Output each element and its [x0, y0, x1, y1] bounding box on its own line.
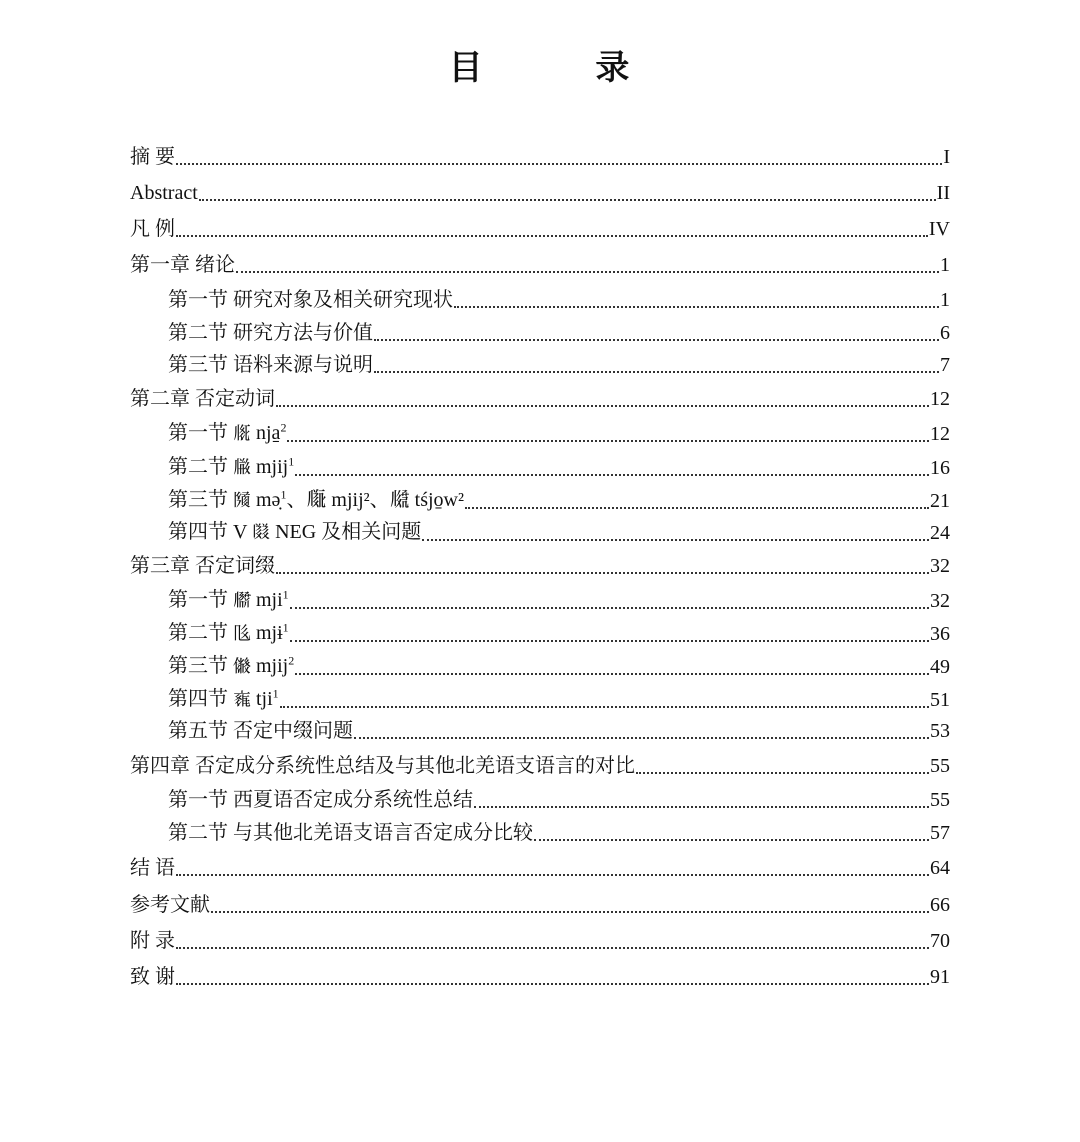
romanization: mji	[251, 589, 283, 611]
page-number: 7	[940, 354, 950, 376]
toc-entry[interactable]	[130, 181, 950, 205]
page-number: 49	[930, 656, 950, 678]
toc-entry-label: 第一章 绪论	[130, 254, 235, 276]
dot-leader	[176, 235, 928, 237]
toc-entry-title	[168, 687, 279, 712]
toc-entry-title	[130, 893, 210, 917]
romanization: tji	[251, 688, 273, 710]
romanization: nja̱	[251, 422, 281, 444]
page-number: 55	[930, 755, 950, 777]
toc-entry-label: 结 语	[130, 857, 175, 879]
page-number: II	[936, 182, 950, 204]
toc-entry[interactable]	[130, 288, 950, 312]
dot-leader	[176, 947, 929, 949]
page-number: 64	[930, 857, 950, 879]
tangut-glyph: 𗇉	[233, 656, 251, 677]
toc-entry-title	[168, 788, 473, 812]
toc-entry-title	[130, 965, 175, 989]
toc-entry[interactable]	[130, 253, 950, 277]
romanization: mə̣	[251, 489, 281, 511]
toc-entry-label: 第三节	[168, 489, 233, 511]
toc-entry[interactable]	[130, 654, 950, 679]
toc-entry-title	[168, 288, 453, 312]
tone-mark: 1	[282, 587, 289, 602]
toc-entry-title	[130, 754, 635, 778]
dot-leader	[474, 806, 929, 808]
tangut-glyph: 𗅋	[233, 423, 251, 444]
page-number: 66	[930, 894, 950, 916]
dot-leader	[295, 673, 929, 675]
toc-entry-title	[130, 181, 198, 205]
toc-entry[interactable]	[130, 488, 950, 513]
page-number: 32	[930, 555, 950, 577]
page-number: 6	[940, 322, 950, 344]
toc-entry[interactable]	[130, 893, 950, 917]
toc-entry-rest: 、𗆒 mjij²、𗆮 tśjo̱w²	[286, 489, 464, 511]
toc-entry-label: 第一节	[168, 422, 233, 444]
page-number: 32	[930, 590, 950, 612]
toc-entry-label: 第三节	[168, 655, 233, 677]
toc-entry[interactable]	[130, 145, 950, 169]
toc-entry-label: 第一节 研究对象及相关研究现状	[168, 289, 453, 311]
toc-entry[interactable]	[130, 455, 950, 480]
toc-entry-title	[168, 719, 353, 743]
toc-entry-label: 第一节 西夏语否定成分系统性总结	[168, 789, 473, 811]
page-number: 1	[940, 254, 950, 276]
toc-entry-label: Abstract	[130, 182, 198, 204]
dot-leader	[236, 271, 939, 273]
dot-leader	[276, 405, 929, 407]
toc-entry-title	[130, 554, 275, 578]
tone-mark: 1	[288, 454, 295, 469]
toc-entry[interactable]	[130, 719, 950, 743]
tangut-glyph: 𗂸	[252, 522, 271, 543]
toc-entry[interactable]	[130, 821, 950, 845]
toc-entry-title	[168, 353, 373, 377]
toc-entry[interactable]	[130, 754, 950, 778]
dot-leader	[211, 911, 929, 913]
dot-leader	[422, 539, 929, 541]
tangut-glyph: 𗆐	[233, 457, 251, 478]
toc-entry[interactable]	[130, 788, 950, 812]
tone-mark: 1	[272, 686, 279, 701]
toc-entry-title	[168, 621, 289, 646]
romanization: mjɨ	[251, 622, 283, 644]
toc-entry-title	[168, 821, 533, 845]
toc-entry-label: 第二章 否定动词	[130, 388, 275, 410]
page-title: 目 录	[448, 48, 632, 88]
tone-mark: 1	[280, 487, 287, 502]
dot-leader	[295, 474, 929, 476]
toc-entry[interactable]	[130, 217, 950, 241]
toc-entry-label: 第四节 V	[168, 521, 253, 543]
tone-mark: 1	[282, 620, 289, 635]
dot-leader	[465, 507, 929, 509]
toc-entry[interactable]	[130, 687, 950, 712]
toc-entry-title	[130, 856, 175, 880]
toc-entry-title	[168, 520, 421, 545]
toc-entry-label: 第四章 否定成分系统性总结及与其他北羌语支语言的对比	[130, 755, 635, 777]
dot-leader	[354, 737, 929, 739]
toc-entry-label: 第二节	[168, 456, 233, 478]
toc-entry-title	[168, 455, 294, 480]
toc-entry[interactable]	[130, 621, 950, 646]
toc-entry[interactable]	[130, 929, 950, 953]
toc-entry-label: 第三章 否定词缀	[130, 555, 275, 577]
toc-entry-label: 第二节	[168, 622, 233, 644]
toc-entry-label: 第五节 否定中缀问题	[168, 720, 353, 742]
tangut-glyph: 𗂧	[233, 490, 251, 511]
page-number: 91	[930, 966, 950, 988]
toc-entry-title	[168, 588, 289, 613]
toc-entry-title	[168, 321, 373, 345]
page-number: I	[943, 146, 950, 168]
toc-entry-label: 致 谢	[130, 966, 175, 988]
dot-leader	[199, 199, 936, 201]
page-number: 1	[940, 289, 950, 311]
toc-entry[interactable]	[130, 965, 950, 989]
page-number: 12	[930, 423, 950, 445]
toc-entry-title	[168, 488, 464, 513]
dot-leader	[287, 440, 929, 442]
toc-entry-title	[168, 654, 294, 679]
dot-leader	[176, 163, 942, 165]
toc-entry[interactable]	[130, 387, 950, 411]
toc-entry-label: 第四节	[168, 688, 233, 710]
page-number: 70	[930, 930, 950, 952]
tangut-glyph: 𗇓	[233, 689, 251, 710]
page-number: 55	[930, 789, 950, 811]
page-number: 24	[930, 522, 950, 544]
toc-entry[interactable]	[130, 353, 950, 377]
toc-entry-label: 第三节 语料来源与说明	[168, 354, 373, 376]
dot-leader	[176, 983, 929, 985]
toc-entry[interactable]	[130, 321, 950, 345]
tangut-glyph: 𗇅	[233, 623, 251, 644]
dot-leader	[176, 874, 929, 876]
dot-leader	[454, 306, 939, 308]
toc-entry-label: 第二节 与其他北羌语支语言否定成分比较	[168, 822, 533, 844]
page-number: IV	[928, 218, 950, 240]
page-number: 16	[930, 457, 950, 479]
toc-entry-title	[168, 421, 286, 446]
toc-entry[interactable]	[130, 421, 950, 446]
page-number: 51	[930, 689, 950, 711]
page-number: 12	[930, 388, 950, 410]
page-number: 57	[930, 822, 950, 844]
dot-leader	[374, 371, 939, 373]
toc-entry-label: 凡 例	[130, 218, 175, 240]
page-number: 53	[930, 720, 950, 742]
toc-entry-label: 第二节 研究方法与价值	[168, 322, 373, 344]
toc-entry-title	[130, 217, 175, 241]
romanization: mjij	[251, 655, 289, 677]
toc-entry-label: 附 录	[130, 930, 175, 952]
toc-entry[interactable]	[130, 520, 950, 545]
toc-entry[interactable]	[130, 856, 950, 880]
romanization: mjij	[251, 456, 289, 478]
dot-leader	[290, 607, 929, 609]
toc-entry[interactable]	[130, 554, 950, 578]
dot-leader	[276, 572, 929, 574]
page-number: 21	[930, 490, 950, 512]
dot-leader	[290, 640, 929, 642]
toc-entry-title	[130, 253, 235, 277]
dot-leader	[280, 706, 929, 708]
tangut-glyph: 𗆷	[233, 590, 251, 611]
toc-entry-label: 参考文献	[130, 894, 210, 916]
toc-entry-label: 第一节	[168, 589, 233, 611]
dot-leader	[534, 839, 929, 841]
tone-mark: 2	[280, 420, 287, 435]
tone-mark: 2	[288, 653, 295, 668]
toc-entry-label: 摘 要	[130, 146, 175, 168]
toc-entry-title	[130, 145, 175, 169]
romanization: NEG 及相关问题	[270, 521, 422, 543]
dot-leader	[636, 772, 929, 774]
toc-entry-title	[130, 387, 275, 411]
dot-leader	[374, 339, 939, 341]
toc-entry[interactable]	[130, 588, 950, 613]
toc-entry-title	[130, 929, 175, 953]
page-number: 36	[930, 623, 950, 645]
